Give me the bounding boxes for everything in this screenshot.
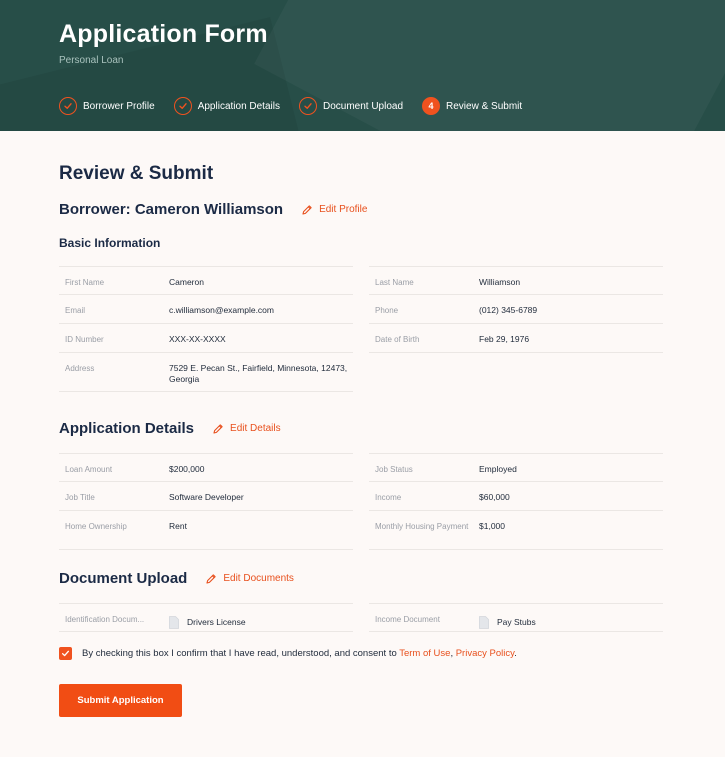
check-icon [299, 97, 317, 115]
info-row [59, 295, 353, 324]
field-label: Income [375, 493, 402, 502]
check-icon [174, 97, 192, 115]
field-label: Loan Amount [65, 465, 113, 474]
step-review-submit[interactable] [422, 97, 522, 115]
borrower-section-header [59, 201, 367, 218]
consent-checkbox[interactable] [59, 647, 72, 660]
field-label: Income Document [375, 615, 440, 624]
check-icon [59, 97, 77, 115]
document-name: Drivers License [187, 617, 246, 627]
info-row [369, 266, 663, 295]
field-value: $1,000 [479, 521, 505, 531]
step-label: Document Upload [322, 100, 404, 112]
documents-section-header [59, 570, 294, 587]
info-row [59, 511, 353, 550]
consent-separator: , [450, 648, 456, 659]
info-row [369, 482, 663, 511]
document-row [59, 603, 353, 632]
field-label: Home Ownership [65, 522, 127, 531]
info-row [59, 453, 353, 482]
info-row [59, 482, 353, 511]
consent-text [82, 648, 517, 659]
header-banner [0, 0, 725, 131]
submit-application-button[interactable]: Submit Application [59, 684, 182, 717]
privacy-policy-link[interactable]: Privacy Policy [455, 648, 515, 659]
field-value: XXX-XX-XXXX [169, 334, 226, 344]
field-value: 7529 E. Pecan St., Fairfield, Minnesota, 12473, Georgia [169, 363, 348, 384]
documents-right [369, 603, 663, 632]
field-label: First Name [65, 278, 105, 287]
application-left [59, 453, 353, 550]
documents-left [59, 603, 353, 632]
field-label: Monthly Housing Payment [375, 522, 469, 531]
field-label: Job Status [375, 465, 413, 474]
info-row [59, 353, 353, 392]
consent-statement: By checking this box I confirm that I have read, understood, and consent to [82, 648, 400, 659]
stepper [59, 96, 541, 116]
field-value: Williamson [479, 277, 521, 287]
basic-info-title: Basic Information [59, 236, 161, 250]
field-label: ID Number [65, 335, 104, 344]
step-document-upload[interactable] [299, 97, 403, 115]
field-value: Software Developer [169, 492, 244, 502]
info-row [59, 266, 353, 295]
field-value: Rent [169, 521, 187, 531]
edit-profile-label: Edit Profile [319, 204, 368, 215]
step-label: Application Details [197, 100, 280, 112]
edit-profile-link[interactable] [301, 204, 367, 216]
document-icon [479, 616, 489, 629]
pencil-icon [301, 204, 313, 216]
step-borrower-profile[interactable] [59, 97, 155, 115]
field-label: Phone [375, 306, 399, 315]
field-value: Cameron [169, 277, 204, 287]
app-subtitle: Personal Loan [59, 55, 124, 66]
document-row [369, 603, 663, 632]
step-number-badge: 4 [422, 97, 440, 115]
field-label: Identification Docum... [65, 615, 145, 624]
field-value: (012) 345-6789 [479, 305, 538, 315]
app-title: Application Form [59, 20, 268, 48]
check-icon [61, 649, 70, 658]
pencil-icon [212, 423, 224, 435]
field-value: $200,000 [169, 464, 205, 474]
application-title: Application Details [59, 420, 195, 437]
field-value: $60,000 [479, 492, 510, 502]
application-right [369, 453, 663, 550]
edit-details-link[interactable] [212, 423, 281, 435]
step-application-details[interactable] [174, 97, 280, 115]
basic-info-grid [59, 266, 663, 392]
page-title: Review & Submit [59, 163, 214, 184]
info-row [369, 453, 663, 482]
info-row [59, 324, 353, 353]
document-value[interactable] [479, 613, 663, 631]
terms-of-use-link[interactable]: Term of Use [399, 648, 451, 659]
consent-end: . [514, 648, 517, 659]
info-row [369, 295, 663, 324]
field-label: Last Name [375, 278, 414, 287]
document-value[interactable] [169, 613, 353, 631]
field-value: Employed [479, 464, 517, 474]
edit-details-label: Edit Details [230, 423, 281, 434]
field-value: Feb 29, 1976 [479, 334, 530, 344]
document-name: Pay Stubs [497, 617, 536, 627]
documents-title: Document Upload [59, 570, 188, 587]
field-label: Email [65, 306, 86, 315]
application-section-header [59, 420, 281, 437]
info-row [369, 324, 663, 353]
field-label: Job Title [65, 493, 95, 502]
pencil-icon [205, 573, 217, 585]
field-label: Date of Birth [375, 335, 420, 344]
info-row [369, 511, 663, 550]
basic-info-left [59, 266, 353, 392]
step-label: Borrower Profile [83, 100, 155, 112]
document-icon [169, 616, 179, 629]
field-value: c.williamson@example.com [169, 305, 274, 315]
step-label: Review & Submit [446, 100, 523, 112]
basic-info-right [369, 266, 663, 392]
borrower-title: Borrower: Cameron Williamson [59, 201, 284, 218]
edit-documents-label: Edit Documents [223, 573, 294, 584]
documents-grid [59, 603, 663, 632]
edit-documents-link[interactable] [205, 573, 294, 585]
consent-row [59, 647, 517, 660]
field-label: Address [65, 364, 95, 373]
application-grid [59, 453, 663, 550]
